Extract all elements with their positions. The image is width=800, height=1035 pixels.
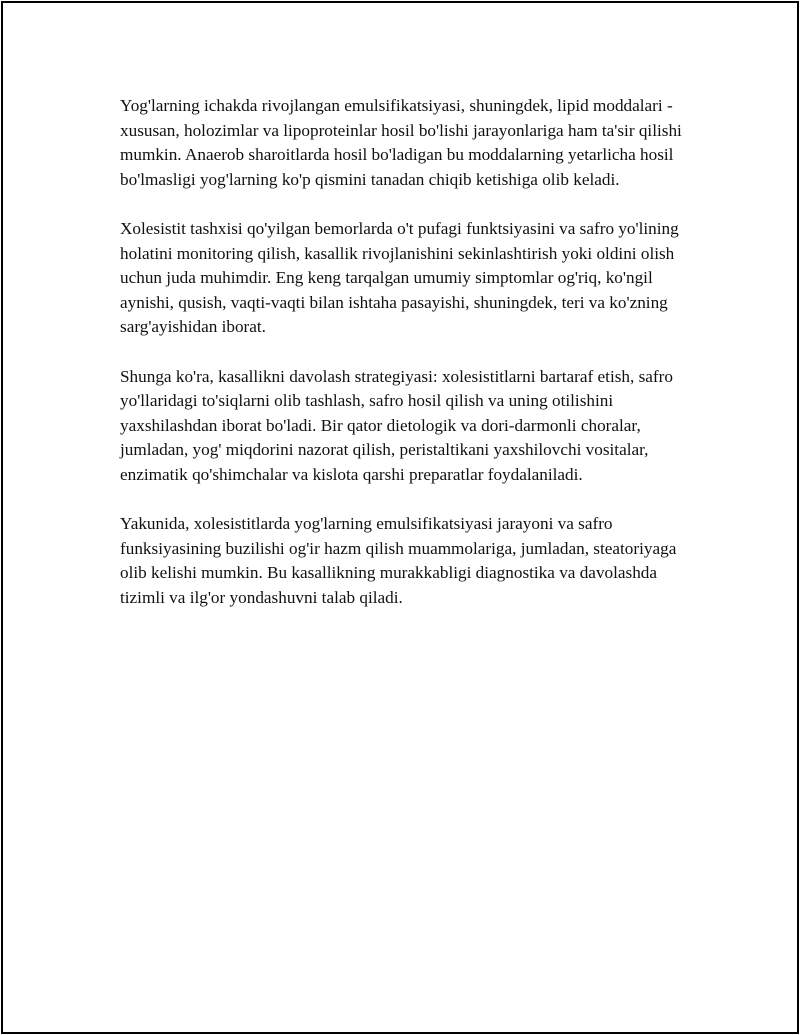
page-frame [1,1,799,1034]
paragraph-3: Shunga ko'ra, kasallikni davolash strategiyasi: xolesistitlarni bartaraf etish, safro yo'llaridagi to'siqlarni olib tashlash, safro hosil qilish va uning otilishini yaxshilashdan iborat bo'ladi. Bir qator dietologik va dori-darmonli choralar, jumladan, yog' miqdorini nazorat qilish, peristaltikani yaxshilovchi vositalar, enzimatik qo'shimchalar va kislota qarshi preparatlar foydalaniladi. [120,366,673,484]
document-body [120,94,705,635]
paragraph-2: Xolesistit tashxisi qo'yilgan bemorlarda o't pufagi funktsiyasini va safro yo'lining holatini monitoring qilish, kasallik rivojlanishini sekinlashtirish yoki oldini olish uchun juda muhimdir. Eng keng tarqalgan umumiy simptomlar og'riq, ko'ngil aynishi, qusish, vaqti-vaqti bilan ishtaha pasayishi, shuningdek, teri va ko'zning sarg'ayishidan iborat. [120,218,679,337]
paragraph-1: Yog'larning ichakda rivojlangan emulsifikatsiyasi, shuningdek, lipid moddalari - xususan, holozimlar va lipoproteinlar hosil bo'lishi jarayonlariga ham ta'sir qilishi mumkin. Anaerob sharoitlarda hosil bo'ladigan bu moddalarning yetarlicha hosil bo'lmasligi yog'larning ko'p qismini tanadan chiqib ketishiga olib keladi. [120,96,682,189]
paragraph-4: Yakunida, xolesistitlarda yog'larning emulsifikatsiyasi jarayoni va safro funksiyasining buzilishi og'ir hazm qilish muammolariga, jumladan, steatoriyaga olib kelishi mumkin. Bu kasallikning murakkabligi diagnostika va davolashda tizimli va ilg'or yondashuvni talab qiladi. [120,514,677,607]
